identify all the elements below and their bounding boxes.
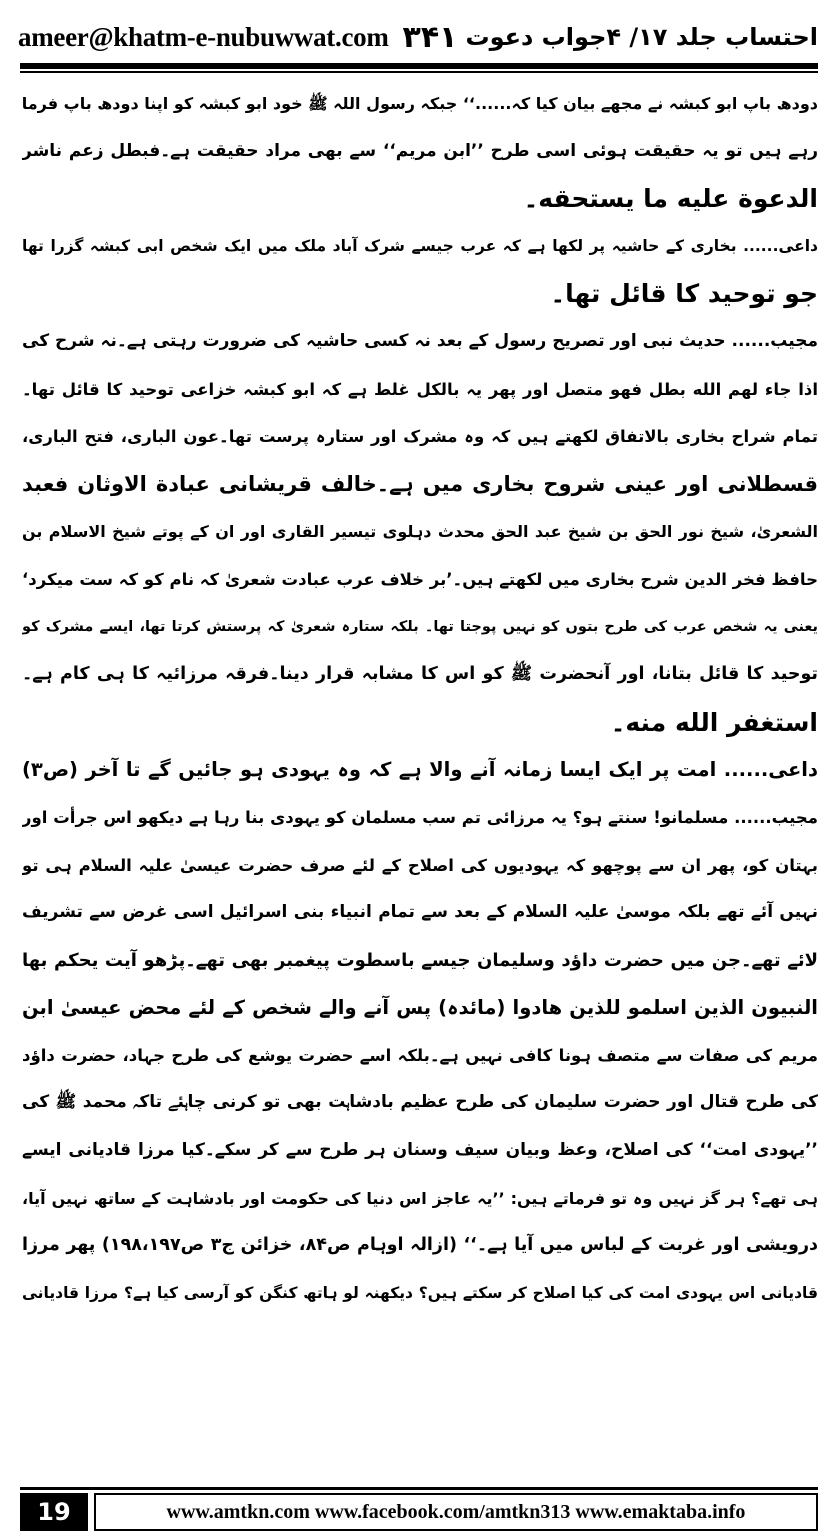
text-line-9: قسطلانی اور عینی شروح بخاری میں ہے۔خالف قریشانی عبادة الاوثان فعبد <box>22 471 818 496</box>
text-line-15: داعی...... امت پر ایک ایسا زمانہ آنے والا ہے کہ وہ یہودی ہو جائیں گے تا آخر (ص۳) <box>22 758 818 782</box>
header-rule-thin <box>20 71 818 73</box>
text-line-21: مریم کی صفات سے متصف ہونا کافی نہیں ہے۔بلکہ اسے حضرت یوشع کی طرح جہاد، حضرت داؤد <box>22 1045 818 1065</box>
text-line-23: ’’یہودی امت‘‘ کی اصلاح، وعظ وبیان سیف وسنان ہر طرح سے کر سکے۔کیا مرزا قادیانی ایسے <box>22 1140 818 1161</box>
body-text <box>22 80 818 1317</box>
header-rule-thick <box>20 63 818 69</box>
footer-rule <box>20 1487 818 1490</box>
header-left <box>20 20 457 55</box>
text-line-17: بہتان کو، پھر ان سے پوچھو کہ یہودیوں کی اصلاح کے لئے صرف حضرت عیسیٰ علیہ السلام ہی تو <box>22 855 818 875</box>
text-line-2: رہے ہیں تو یہ حقیقت ہوئی اسی طرح ’’ابن مریم‘‘ سے بھی مراد حقیقت ہے۔فبطل زعم ناشر <box>22 140 818 161</box>
text-line-13: توحید کا قائل بتانا، اور آنحضرت ﷺ کو اس کا مشابہ قرار دینا۔فرقہ مرزائیہ کا ہی کام ہے۔ <box>22 664 818 685</box>
text-line-22: کی طرح قتال اور حضرت سلیمان کی طرح عظیم بادشاہت بھی تو کرنی چاہئے تاکہ محمد ﷺ کی <box>22 1092 818 1113</box>
running-title: احتساب جلد ۱۷/ ۴جواب دعوت <box>465 23 818 51</box>
text-line-4: داعی...... بخاری کے حاشیہ پر لکھا ہے کہ عرب جیسے شرک آباد ملک میں ایک شخص ابی کبشہ گزرا تھا <box>22 236 818 255</box>
text-line-16: مجیب...... مسلمانو! سنتے ہو؟ یہ مرزائی تم سب مسلمان کو یہودی بنا رہا ہے دیکھو اس جرأت اور <box>22 807 818 827</box>
text-line-6: مجیب...... حدیث نبی اور تصریح رسول کے بعد نہ کسی حاشیہ کی ضرورت رہتی ہے۔نہ شرح کی <box>22 330 818 351</box>
text-line-8: تمام شراح بخاری بالاتفاق لکھتے ہیں کہ وہ مشرک اور ستارہ پرست تھا۔عون الباری، فتح الباری، <box>22 427 818 447</box>
text-line-24: ہی تھے؟ ہر گز نہیں وہ تو فرماتے ہیں: ’’یہ عاجز اس دنیا کی حکومت اور بادشاہت کے ساتھ نہیں آیا، <box>22 1188 818 1208</box>
text-line-3: الدعوة عليه ما يستحقه۔ <box>523 184 818 214</box>
text-line-14: استغفر الله منه۔ <box>610 707 818 737</box>
text-line-19: لائے تھے۔جن میں حضرت داؤد وسلیمان جیسے باسطوت پیغمبر بھی تھے۔پڑھو آیت یحکم بها <box>22 949 818 971</box>
text-line-26: قادیانی اس یہودی امت کی کیا اصلاح کر سکتے ہیں؟ دیکھنہ لو ہاتھ کنگن کو آرسی کیا ہے؟ مرزا قادیانی <box>22 1283 818 1302</box>
text-line-1: دودھ باپ ابو کبشہ نے مجھے بیان کیا کہ......‘‘ جبکہ رسول اللہ ﷺ خود ابو کبشہ کو اپنا دودھ باپ فرما <box>22 94 818 113</box>
footer-page-number: 19 <box>20 1493 88 1531</box>
text-line-5: جو توحید کا قائل تھا۔ <box>550 279 818 309</box>
text-line-7: اذا جاء لهم الله بطل فهو متصل اور پھر یہ بالکل غلط ہے کہ ابو کبشہ خزاعی توحید کا قائل تھا۔ <box>22 379 818 399</box>
text-line-25: درویشی اور غربت کے لباس میں آیا ہے۔‘‘ (ازالہ اوہام ص۸۴، خزائن ج۳ ص۱۹۸،۱۹۷) پھر مرزا <box>22 1235 818 1256</box>
text-line-18: نہیں آئے تھے بلکہ موسیٰ علیہ السلام کے بعد سے تمام انبیاء بنی اسرائیل اسی غرض سے تشریف <box>22 902 818 923</box>
page-header <box>20 14 818 60</box>
text-line-12: یعنی یہ شخص عرب کی طرح بتوں کو نہیں پوجتا تھا۔ بلکہ ستارہ شعریٰ کہ پرستش کرتا تھا، ایسے مشرک کو <box>22 618 818 635</box>
footer-links[interactable]: www.amtkn.com www.facebook.com/amtkn313 www.emaktaba.info <box>94 1493 818 1531</box>
header-email[interactable]: ameer@khatm-e-nubuwwat.com <box>18 21 389 52</box>
page-footer <box>20 1487 818 1531</box>
text-line-20: النبيون الذين اسلمو للذين هادوا (مائدہ) پس آنے والے شخص کے لئے محض عیسیٰ ابن <box>22 996 818 1020</box>
text-line-10: الشعریٰ، شیخ نور الحق بن شیخ عبد الحق محدث دہلوی تیسیر القاری اور ان کے پوتے شیخ الاسلام بن <box>22 522 818 542</box>
text-line-11: حافظ فخر الدین شرح بخاری میں لکھتے ہیں۔’بر خلاف عرب عبادت شعریٰ کہ نام کو کہ ست میکرد‘ <box>22 569 818 589</box>
header-page-number: ۳۴۱ <box>402 19 458 55</box>
